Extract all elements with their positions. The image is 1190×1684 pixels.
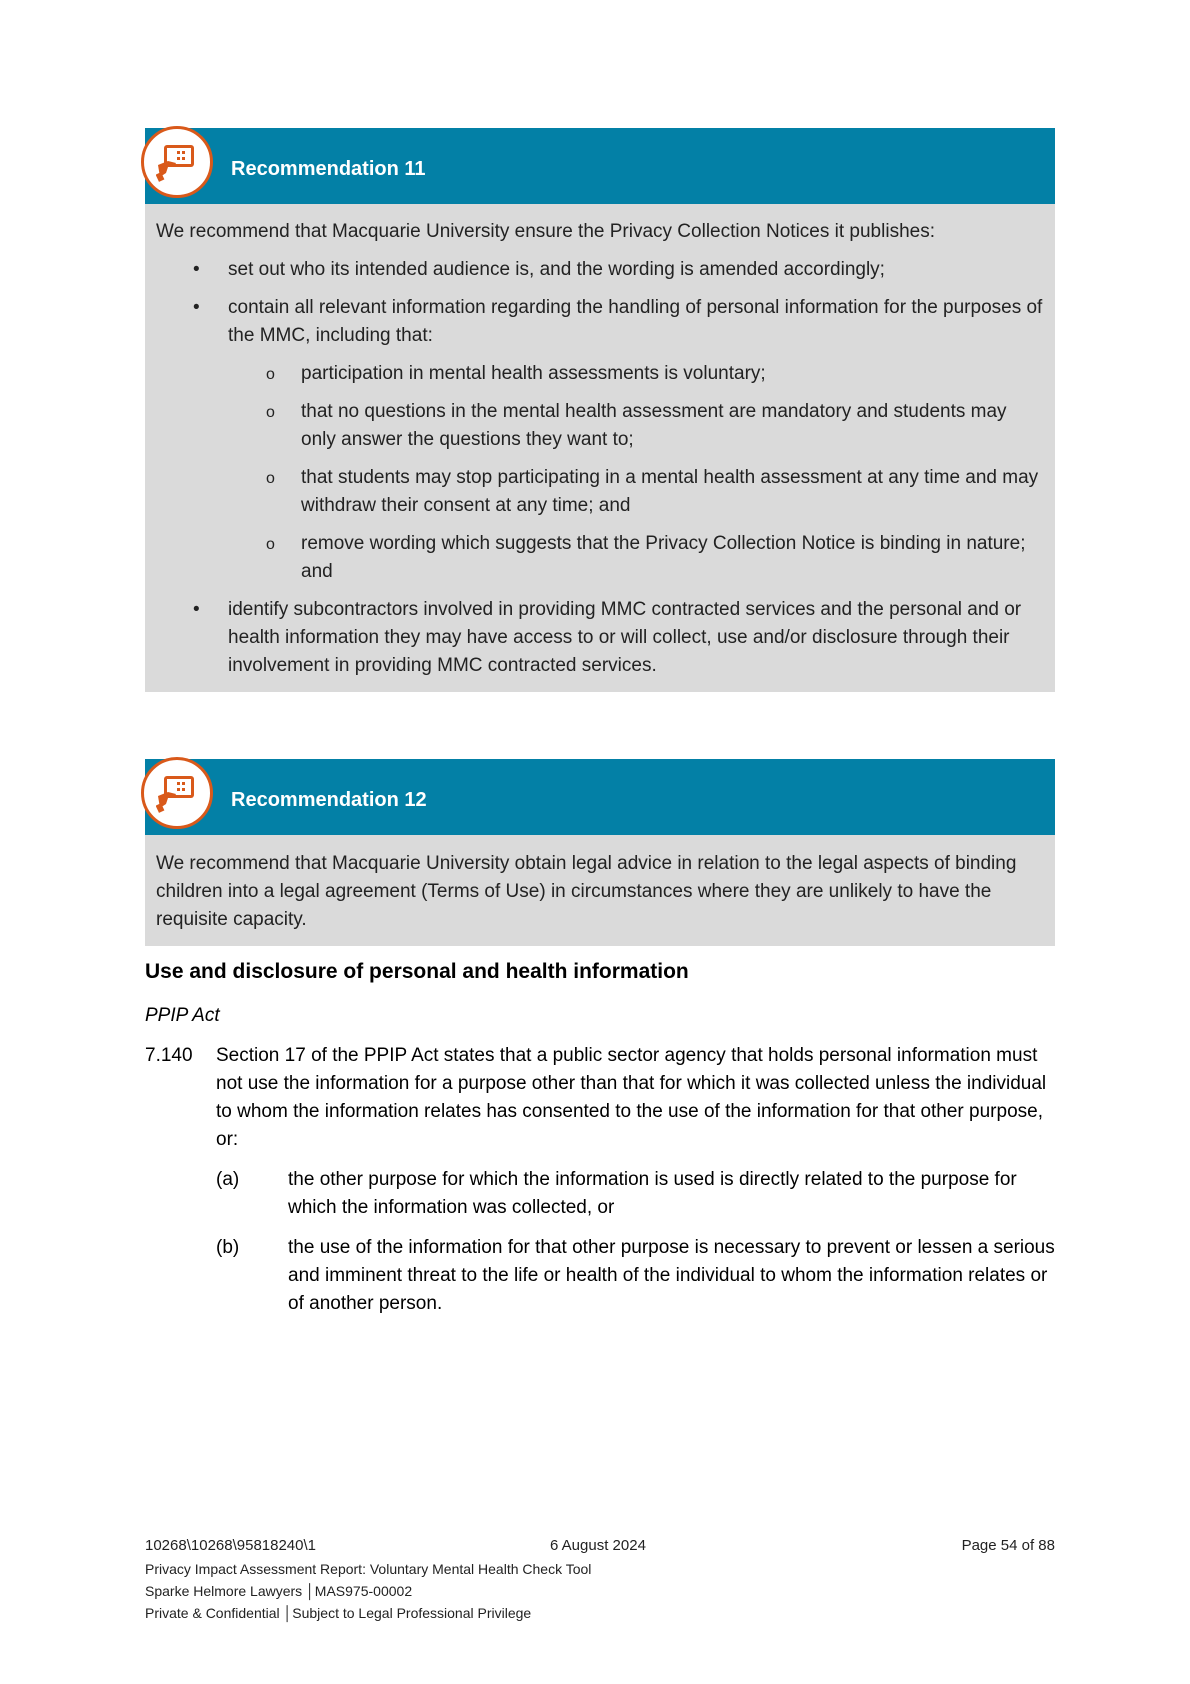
recommendation-11-body xyxy=(145,204,1055,692)
bullet-icon: • xyxy=(193,297,200,318)
clause-text: the other purpose for which the information is used is directly related to the purpose for which the information was collected, or xyxy=(288,1169,1017,1218)
recommendation-11-intro: We recommend that Macquarie University ensure the Privacy Collection Notices it publishes: xyxy=(156,221,935,242)
clause-label: (b) xyxy=(216,1237,240,1258)
recommendation-12-box xyxy=(145,759,1055,946)
section-subheading: PPIP Act xyxy=(145,1005,220,1026)
recommendation-11-header xyxy=(145,128,1055,204)
footer-date: 6 August 2024 xyxy=(550,1537,646,1554)
sub-list-item: o that students may stop participating in a mental health assessment at any time and may withdraw their consent at any time; and xyxy=(266,467,1039,516)
circle-bullet-icon: o xyxy=(266,536,275,553)
circle-bullet-icon: o xyxy=(266,470,275,487)
footer-line-4: Private & Confidential │Subject to Legal Professional Privilege xyxy=(145,1605,532,1621)
clause-label: (a) xyxy=(216,1169,240,1190)
bullet-icon: • xyxy=(193,599,200,620)
sub-list-item: o that no questions in the mental health assessment are mandatory and students may only answer the questions they want to; xyxy=(266,401,1007,450)
circle-bullet-icon: o xyxy=(266,404,275,421)
clause-a xyxy=(216,1166,1055,1222)
paragraph-text: Section 17 of the PPIP Act states that a public sector agency that holds personal information must not use the information for a purpose other than that for which it was collected unless the individual to whom the information relates has consented to the use of the information for that other purpose, or: xyxy=(216,1045,1047,1150)
sub-list-item: o remove wording which suggests that the Privacy Collection Notice is binding in nature; and xyxy=(266,533,1026,582)
recommendation-12-text: We recommend that Macquarie University obtain legal advice in relation to the legal aspects of binding children into a legal agreement (Terms of Use) in circumstances where they are unlikely to have the requisite capacity. xyxy=(156,853,1017,930)
recommendation-12-title: Recommendation 12 xyxy=(231,789,427,811)
sub-list-item: o participation in mental health assessments is voluntary; xyxy=(156,360,1045,388)
recommendation-12-header xyxy=(145,759,1055,835)
recommendation-11-box xyxy=(145,128,1055,692)
recommendation-12-body xyxy=(145,835,1055,946)
list-item: • set out who its intended audience is, and the wording is amended accordingly; xyxy=(156,256,1045,284)
footer-doc-ref: 10268\10268\95818240\1 xyxy=(145,1537,317,1554)
tablet-touch-icon xyxy=(141,757,213,829)
tablet-touch-icon xyxy=(141,126,213,198)
circle-bullet-icon: o xyxy=(266,366,275,383)
footer-line-2: Privacy Impact Assessment Report: Voluntary Mental Health Check Tool xyxy=(145,1561,592,1577)
footer-line-3: Sparke Helmore Lawyers │MAS975-00002 xyxy=(145,1583,413,1599)
list-item: • identify subcontractors involved in providing MMC contracted services and the personal and or health information they may have access to or will collect, use and/or disclosure through their involvement in providing MMC contracted services. xyxy=(156,596,1045,680)
footer-line-1 xyxy=(145,1537,1055,1554)
list-item: • contain all relevant information regarding the handling of personal information for the purposes of the MMC, including that: xyxy=(156,294,1045,350)
recommendation-11-title: Recommendation 11 xyxy=(231,158,426,180)
bullet-icon: • xyxy=(193,259,200,280)
clause-b xyxy=(216,1234,1055,1318)
footer-page-number: Page 54 of 88 xyxy=(961,1537,1055,1554)
section-heading: Use and disclosure of personal and health information xyxy=(145,960,689,983)
paragraph-7-140 xyxy=(145,1042,1055,1318)
clause-text: the use of the information for that other purpose is necessary to prevent or lessen a serious and imminent threat to the life or health of the individual to whom the information relates or of another person. xyxy=(288,1237,1055,1314)
paragraph-number: 7.140 xyxy=(145,1045,193,1066)
